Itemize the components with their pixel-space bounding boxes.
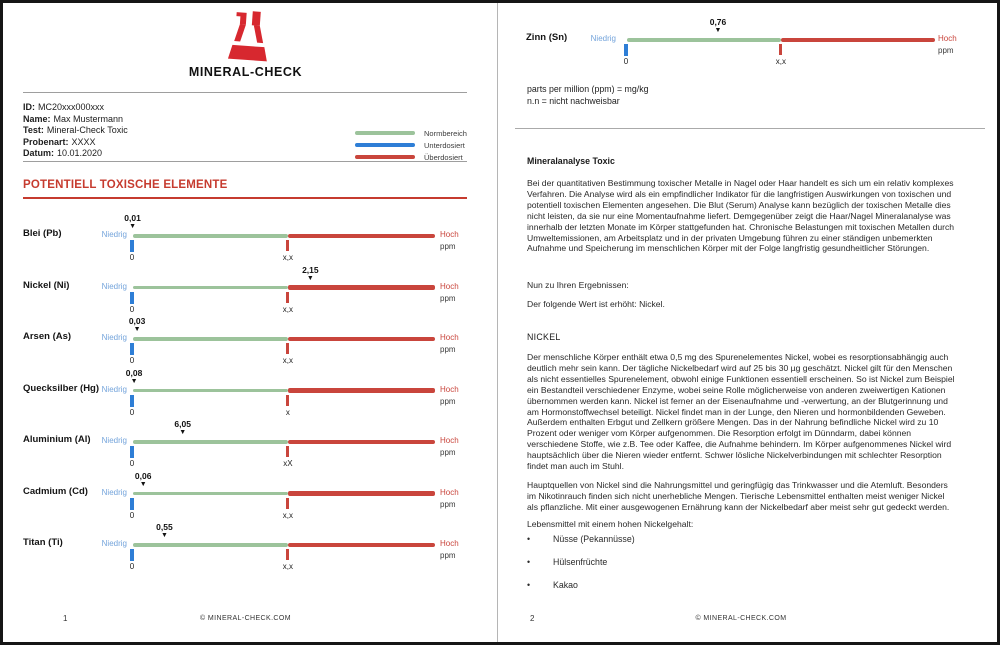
unit-label: ppm [440, 448, 456, 457]
normal-range-segment [133, 389, 288, 393]
legend-item [355, 139, 467, 151]
scale-track [129, 264, 435, 314]
bullet-icon: • [527, 580, 531, 590]
unit-label: ppm [440, 551, 456, 560]
overdose-segment [288, 491, 435, 496]
bullet-text: Nüsse (Pekannüsse) [553, 534, 635, 544]
divider-line [515, 128, 985, 129]
value-marker [703, 17, 733, 35]
copyright-text: © MINERAL-CHECK.COM [200, 615, 291, 622]
element-scale-row [3, 522, 500, 571]
unit-label: ppm [938, 46, 954, 55]
element-scale-row [500, 17, 997, 66]
zero-tick [624, 44, 628, 56]
element-label: Quecksilber (Hg) [23, 382, 100, 394]
element-scale-row [3, 264, 500, 314]
normal-range-segment [133, 234, 288, 238]
legend-line-icon [355, 143, 415, 147]
low-label: Niedrig [101, 230, 127, 239]
element-scale-row [3, 419, 500, 468]
info-line [23, 125, 128, 137]
element-scale-row [3, 470, 500, 520]
zero-tick [130, 549, 134, 561]
page-gutter-divider [497, 3, 498, 642]
limit-tick [286, 240, 289, 251]
divider-line [23, 92, 467, 93]
marker-value: 0,03 [128, 316, 146, 326]
value-marker [119, 368, 149, 386]
limit-tick [286, 395, 289, 406]
info-label: Test: [23, 125, 44, 136]
zero-tick-label: 0 [129, 459, 135, 468]
divider-line [23, 161, 467, 162]
zero-tick-label: 0 [129, 407, 135, 417]
unit-label: ppm [440, 499, 456, 509]
scale-track [128, 316, 435, 365]
note-line: n.n = nicht nachweisbar [527, 95, 620, 106]
zero-tick [130, 343, 134, 355]
scale-track [129, 419, 435, 468]
nickel-sources-paragraph: Hauptquellen von Nickel sind die Nahrungsmittel und geringfügig das Trinkwasser und die Atemluft. Besonders im Nikotinrauch finden sich nicht unerhebliche Mengen. Tierische Lebensmittel enthalten meist weniger Nickel als pflanzliche. Mit einer ausgewogenen Ernährung kann der Nickelbedarf aber meist sehr gut gedeckt werden. [527, 480, 950, 512]
nickel-heading: NICKEL [527, 332, 561, 342]
value-marker [168, 419, 198, 437]
copyright-text: © MINERAL-CHECK.COM [695, 615, 787, 622]
limit-tick [286, 446, 289, 457]
section-title: POTENTIELL TOXISCHE ELEMENTE [23, 179, 228, 191]
marker-value: 0,55 [156, 522, 173, 532]
zero-tick-label: 0 [129, 253, 135, 262]
value-marker [122, 316, 152, 334]
results-intro: Nun zu Ihren Ergebnissen: [527, 280, 629, 290]
unit-label: ppm [440, 242, 456, 251]
note-line: parts per million (ppm) = mg/kg [527, 84, 649, 94]
value-marker [128, 471, 158, 489]
info-value: Max Mustermann [53, 113, 124, 124]
scale-track [124, 213, 435, 262]
bullet-icon: • [527, 557, 531, 567]
marker-value: 0,08 [125, 367, 143, 378]
info-value: XXXX [71, 136, 96, 147]
scale-track [129, 470, 435, 520]
zero-tick-label: 0 [129, 356, 135, 365]
info-label: Probenart: [23, 136, 69, 147]
high-label: Hoch [440, 539, 459, 548]
zero-tick-label: 0 [623, 57, 629, 66]
list-item [527, 580, 635, 603]
list-item [527, 557, 635, 580]
info-label: ID: [23, 102, 35, 112]
analysis-heading: Mineralanalyse Toxic [527, 156, 615, 166]
high-label: Hoch [440, 281, 459, 291]
legend-label: Unterdosiert [424, 140, 465, 150]
info-line [23, 137, 128, 149]
limit-tick-label: x [285, 407, 290, 417]
bullet-text: Kakao [553, 580, 578, 590]
zero-tick-label: 0 [129, 562, 135, 571]
element-scale-row [3, 316, 500, 365]
normal-range-segment [133, 286, 288, 290]
legend-line-icon [355, 155, 415, 159]
flask-logo-icon [222, 10, 274, 64]
limit-tick-label: x,x [282, 253, 293, 262]
low-label: Niedrig [101, 281, 127, 291]
limit-tick-label: x,x [775, 57, 787, 66]
element-label: Arsen (As) [23, 331, 72, 342]
value-marker [118, 213, 148, 231]
overdose-segment [288, 388, 435, 393]
limit-tick-label: x,x [282, 510, 293, 520]
high-label: Hoch [440, 436, 459, 445]
limit-tick-label: xX [283, 459, 293, 468]
limit-tick-label: x,x [282, 356, 293, 365]
element-label: Cadmium (Cd) [23, 485, 88, 497]
zero-tick-label: 0 [129, 510, 135, 520]
high-label: Hoch [440, 487, 459, 497]
value-marker [295, 265, 325, 283]
info-label: Datum: [23, 148, 54, 159]
marker-arrow-icon: ▼ [179, 429, 187, 436]
low-label: Niedrig [101, 436, 127, 445]
marker-value: 0,01 [124, 213, 141, 223]
info-label: Name: [23, 113, 51, 124]
page-number: 2 [530, 614, 535, 623]
marker-arrow-icon: ▼ [129, 223, 136, 230]
element-label: Zinn (Sn) [526, 32, 568, 43]
overdose-segment [288, 337, 435, 342]
bullet-icon: • [527, 534, 531, 544]
info-value: 10.01.2020 [57, 148, 103, 159]
marker-value: 2,15 [302, 264, 319, 275]
unit-label: ppm [440, 345, 456, 354]
analysis-paragraph: Bei der quantitativen Bestimmung toxischer Metalle in Nagel oder Haar handelt es sich um ein relativ komplexes Verfahren. Die Analyse wird als ein empfindlicher Indikator für die langfristigen Auswirkungen von toxischen und potentiell toxischen Elementen angesehen. Die Blut (Serum) Analyse kann bezüglich der toxischen Metalle dies nicht leisten, da sie nur eine Momentaufnahme liefert. Demgegenüber zeigt die Haar/Nagel Mineralanalyse was innerhalb der letzten Monate im Körper stattgefunden hat. Chronische Belastungen mit toxischen Metallen durch Umweltemissionen, am Arbeitsplatz und in der privaten Umgebung führen zu einer ständigen unbemerkten Aufnahme und Speicherung im menschlichen Körper mit der Folge langfristig gesundheitlicher Störungen. [527, 178, 955, 254]
marker-arrow-icon: ▼ [714, 27, 722, 34]
limit-tick [286, 498, 289, 509]
marker-value: 0,76 [709, 17, 727, 27]
zinn-row [500, 17, 997, 66]
zero-tick [130, 498, 134, 510]
low-label: Niedrig [101, 384, 127, 394]
high-label: Hoch [440, 230, 459, 239]
element-label: Blei (Pb) [23, 228, 62, 239]
info-line [23, 148, 128, 160]
normal-range-segment [133, 543, 288, 547]
zero-tick [130, 446, 134, 458]
normal-range-segment [627, 38, 781, 42]
marker-value: 0,06 [134, 470, 152, 481]
element-label: Nickel (Ni) [23, 279, 70, 291]
legend-label: Normbereich [424, 128, 467, 138]
scale-track [129, 522, 435, 571]
high-label: Hoch [440, 333, 459, 342]
value-marker [149, 522, 179, 540]
limit-tick [286, 292, 289, 303]
section-underline [23, 197, 467, 199]
low-label: Niedrig [101, 539, 127, 548]
info-line [23, 102, 128, 114]
limit-tick-label: x,x [282, 304, 293, 314]
high-label: Hoch [440, 384, 459, 394]
overdose-segment [288, 543, 435, 548]
page-number: 1 [63, 614, 68, 623]
legend-line-icon [355, 131, 415, 135]
normal-range-segment [133, 440, 288, 444]
legend [355, 127, 467, 163]
notes [527, 84, 649, 107]
unit-label: ppm [440, 396, 456, 406]
brand-title: MINERAL-CHECK [188, 65, 303, 79]
marker-arrow-icon: ▼ [133, 326, 141, 333]
scale-track [623, 17, 935, 66]
element-scale-row [3, 367, 500, 417]
normal-range-segment [133, 337, 288, 341]
element-label: Titan (Ti) [23, 537, 63, 548]
overdose-segment [288, 440, 435, 445]
info-line [23, 114, 128, 126]
unit-label: ppm [440, 293, 456, 303]
bullet-list [527, 534, 635, 603]
low-label: Niedrig [101, 333, 127, 342]
normal-range-segment [133, 492, 288, 496]
limit-tick [286, 343, 289, 354]
results-line: Der folgende Wert ist erhöht: Nickel. [527, 299, 665, 309]
scale-track [125, 367, 435, 417]
info-value: Mineral-Check Toxic [46, 125, 128, 136]
overdose-segment [288, 234, 435, 239]
legend-label: Überdosiert [424, 152, 463, 162]
low-label: Niedrig [101, 487, 127, 497]
element-scale-row [3, 213, 500, 262]
element-label: Aluminium (Al) [23, 434, 91, 445]
zero-tick-label: 0 [129, 304, 135, 314]
marker-arrow-icon: ▼ [130, 377, 138, 385]
zero-tick [130, 395, 134, 407]
overdose-segment [288, 285, 435, 290]
high-label: Hoch [938, 34, 957, 43]
nickel-paragraph: Der menschliche Körper enthält etwa 0,5 mg des Spurenelementes Nickel, wobei es resorptionsabhängig auch deutlich mehr sein kann. Der tägliche Nickelbedarf wird auf 25 bis 30 µg geschätzt. Nickel gilt für den Menschen als nicht essentielles Spurenelement, obwohl einige Funktionen essentiell erscheinen. So ist Nickel zum Beispiel ein Bestandteil verschiedener Enzyme, wobei seine Rolle möglicherweise von anderen zweiwertigen Kationen übernommen werden kann. Nickel ist ferner an der Eisenaufnahme und -verwertung, an der Blutgerinnung und am Hormonstoffwechsel beteiligt. Nickel findet man in der Lunge, den Nieren und hormonbildenden Geweben. Außerdem enthalten Erbgut und Zellkern größere Mengen. Das in der Nahrung befindliche Nickel wird zu 10 Prozent oder weniger vom Körper aufgenommen. Die Resorption erfolgt im Dünndarm, dabei können verschiedene Stoffe, wie z.B. Tee oder Kaffee, die Aufnahme behindern. Im Körper aufgenommenes Nickel wird hauptsächlich über die Nieren wieder entfernt. Schwer lösliche Nickelverbindungen mit schlechter Resorption findet man auch im Stuhl. [527, 352, 955, 472]
legend-item [355, 127, 467, 139]
marker-value: 6,05 [174, 419, 191, 429]
zero-tick [130, 292, 134, 304]
marker-arrow-icon: ▼ [160, 532, 168, 539]
overdose-segment [781, 38, 935, 43]
limit-tick [286, 549, 289, 560]
bullet-text: Hülsenfrüchte [553, 557, 608, 567]
page-1 [3, 3, 500, 642]
page-2 [500, 3, 997, 642]
limit-tick-label: x,x [282, 562, 293, 571]
list-item [527, 534, 635, 557]
info-block [23, 102, 128, 160]
marker-arrow-icon: ▼ [139, 480, 147, 488]
marker-arrow-icon: ▼ [306, 274, 314, 282]
low-label: Niedrig [590, 34, 616, 43]
info-value: MC20xxx000xxx [38, 102, 105, 112]
list-intro: Lebensmittel mit einem hohen Nickelgehalt: [527, 519, 694, 529]
zero-tick [130, 240, 134, 252]
limit-tick [779, 44, 782, 55]
